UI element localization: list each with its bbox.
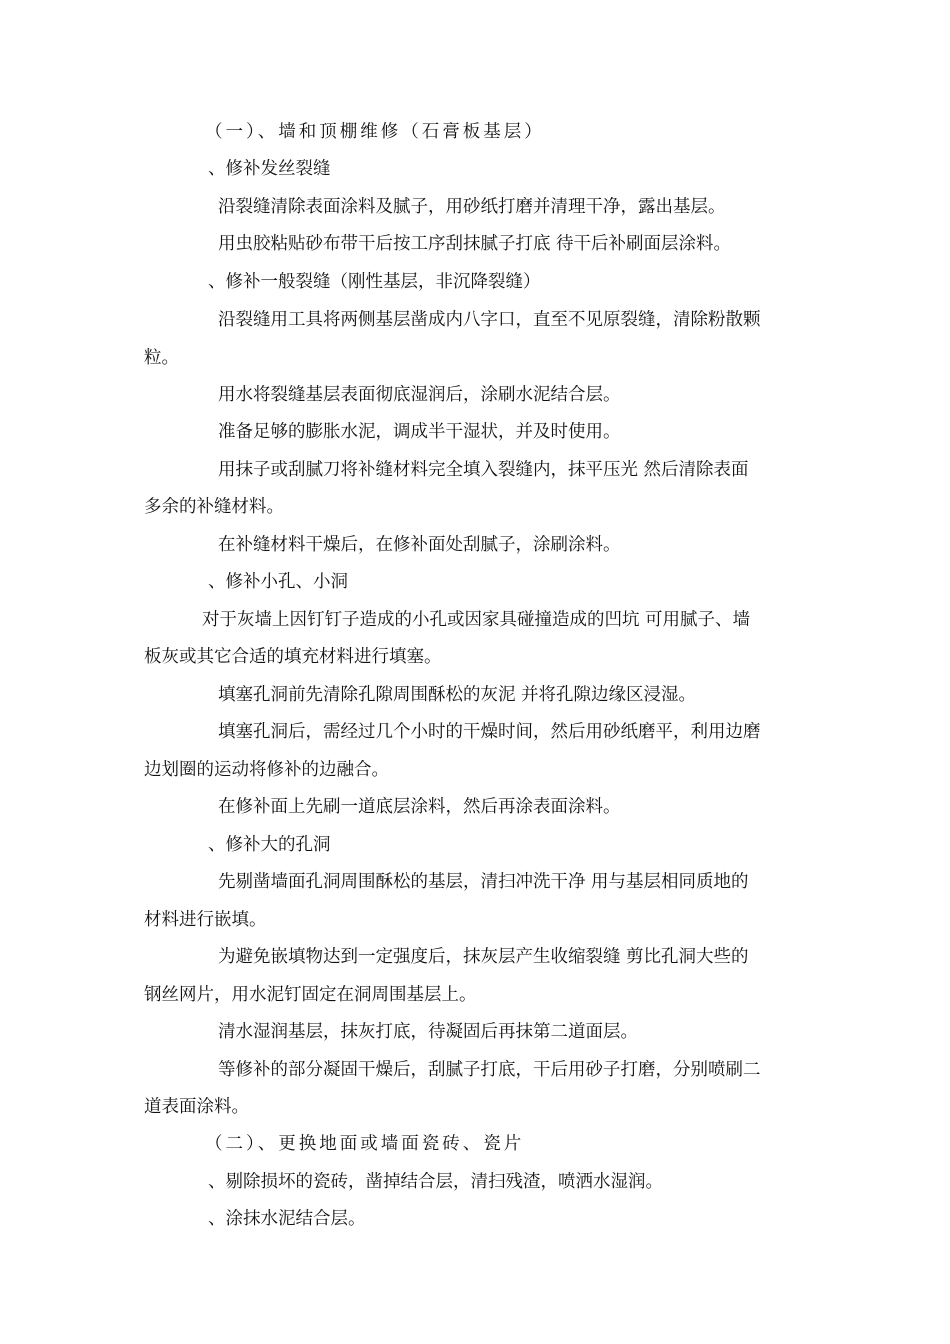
paragraph-line: 清水湿润基层，抹灰打底，待凝固后再抹第二道面层。 — [218, 1022, 638, 1042]
paragraph-line: 在修补面上先刷一道底层涂料，然后再涂表面涂料。 — [218, 797, 621, 817]
paragraph-line-continued: 板灰或其它合适的填充材料进行填塞。 — [144, 647, 442, 667]
paragraph-line: 沿裂缝清除表面涂料及腻子，用砂纸打磨并清理干净，露出基层。 — [218, 197, 726, 217]
paragraph-line: 先剔凿墙面孔洞周围酥松的基层，清扫冲洗干净 用与基层相同质地的 — [218, 872, 749, 892]
paragraph-line-continued: 材料进行嵌填。 — [144, 910, 267, 930]
paragraph-line-continued: 边划圈的运动将修补的边融合。 — [144, 760, 389, 780]
subheading-large-holes: 、修补大的孔洞 — [208, 835, 331, 855]
paragraph-line-continued: 钢丝网片，用水泥钉固定在洞周围基层上。 — [144, 985, 477, 1005]
paragraph-line: 等修补的部分凝固干燥后，刮腻子打底，干后用砂子打磨，分别喷刷二 — [218, 1060, 761, 1080]
paragraph-line: 用虫胶粘贴砂布带干后按工序刮抹腻子打底 待干后补刷面层涂料。 — [218, 234, 732, 254]
section-heading-2: （二）、更换地面或墙面瓷砖、瓷片 — [205, 1134, 525, 1154]
paragraph-line: 填塞孔洞前先清除孔隙周围酥松的灰泥 并将孔隙边缘区浸湿。 — [218, 685, 697, 705]
subheading-hairline-cracks: 、修补发丝裂缝 — [208, 159, 331, 179]
paragraph-line: 为避免嵌填物达到一定强度后，抹灰层产生收缩裂缝 剪比孔洞大些的 — [218, 947, 749, 967]
list-item-line: 、剔除损坏的瓷砖，凿掉结合层，清扫残渣，喷洒水湿润。 — [208, 1172, 663, 1192]
paragraph-line: 在补缝材料干燥后，在修补面处刮腻子，涂刷涂料。 — [218, 535, 621, 555]
list-item-line: 、涂抹水泥结合层。 — [208, 1209, 366, 1229]
paragraph-line-continued: 道表面涂料。 — [144, 1097, 249, 1117]
paragraph-line: 填塞孔洞后，需经过几个小时的干燥时间，然后用砂纸磨平，利用边磨 — [218, 722, 761, 742]
paragraph-line: 沿裂缝用工具将两侧基层凿成内八字口，直至不见原裂缝，清除粉散颗 — [218, 310, 761, 330]
subheading-general-cracks: 、修补一般裂缝（刚性基层，非沉降裂缝） — [208, 272, 541, 292]
paragraph-line: 用水将裂缝基层表面彻底湿润后，涂刷水泥结合层。 — [218, 385, 621, 405]
paragraph-line: 对于灰墙上因钉钉子造成的小孔或因家具碰撞造成的凹坑 可用腻子、墙 — [202, 610, 751, 630]
section-heading-1: （一）、墙和顶棚维修（石膏板基层） — [205, 122, 545, 142]
paragraph-line-continued: 粒。 — [144, 348, 179, 368]
paragraph-line: 准备足够的膨胀水泥，调成半干湿状，并及时使用。 — [218, 422, 621, 442]
paragraph-line-continued: 多余的补缝材料。 — [144, 497, 284, 517]
paragraph-line: 用抹子或刮腻刀将补缝材料完全填入裂缝内，抹平压光 然后清除表面 — [218, 460, 749, 480]
subheading-small-holes: 、修补小孔、小洞 — [208, 572, 348, 592]
